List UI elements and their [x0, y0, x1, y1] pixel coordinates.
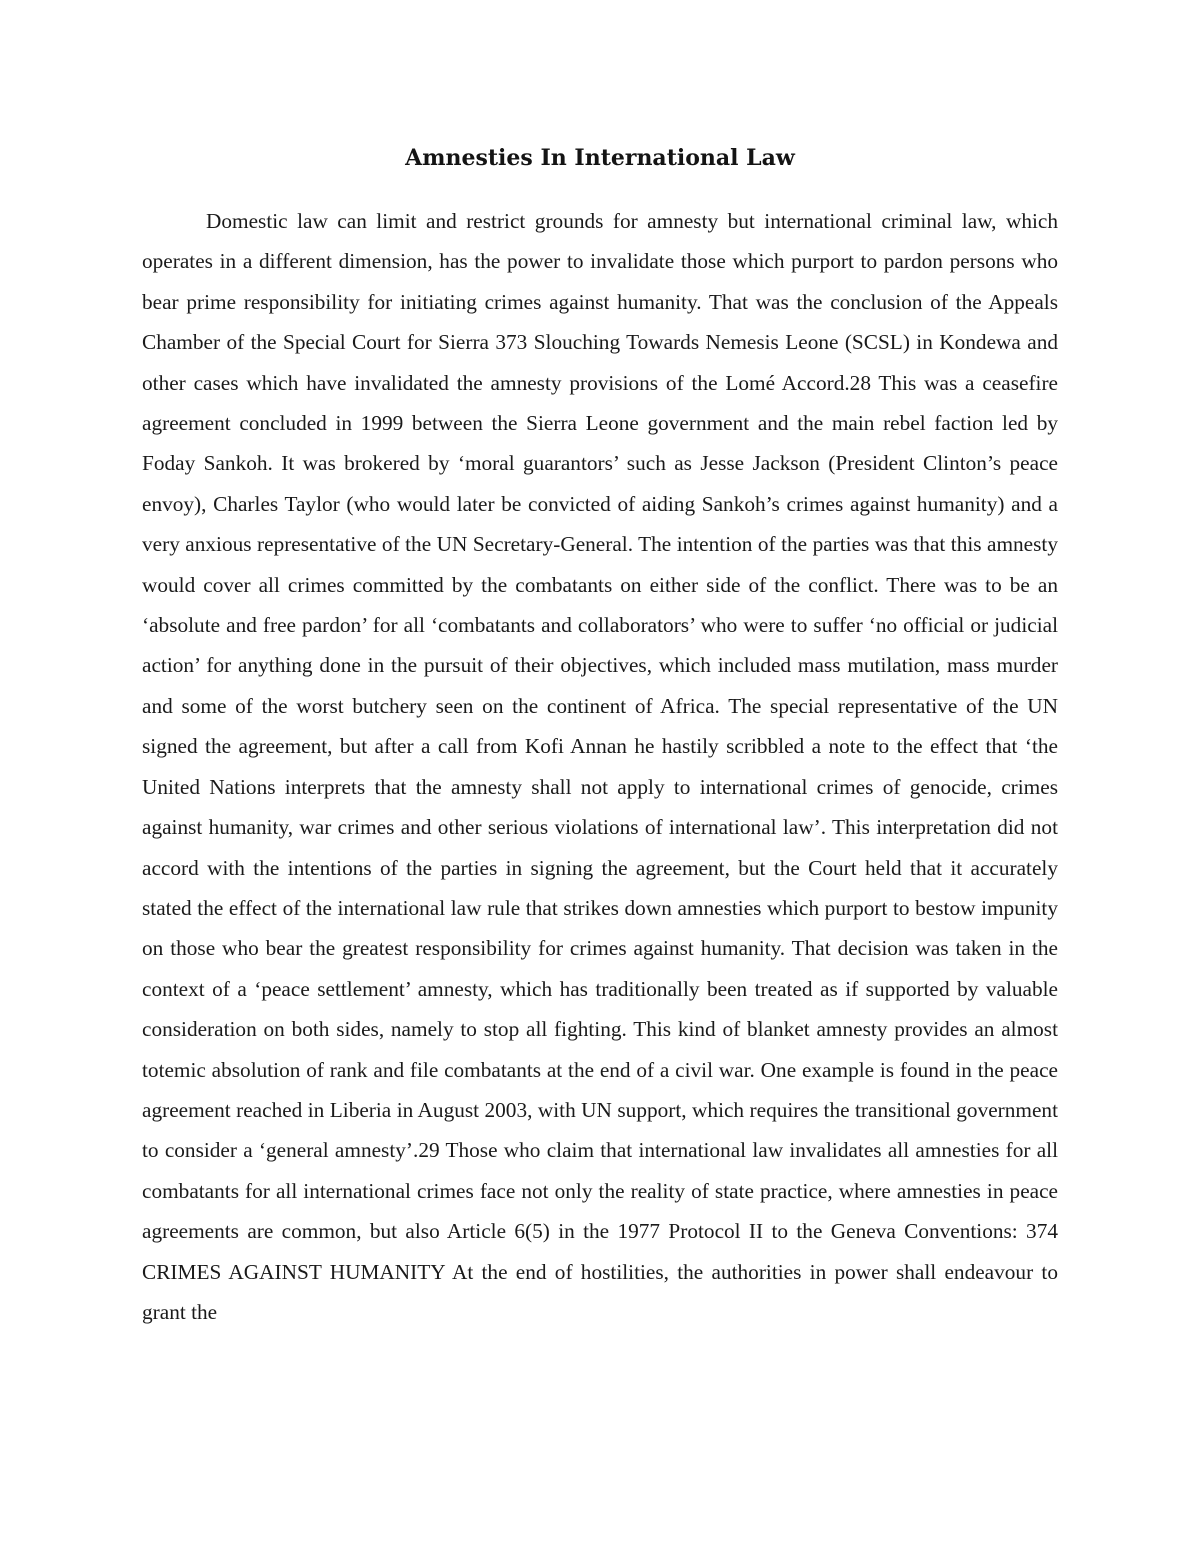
page-title: Amnesties In International Law — [405, 145, 795, 171]
body-paragraph: Domestic law can limit and restrict grounds for amnesty but international criminal law, which operates in a different dimension, has the power to invalidate those which purport to pardon persons who bear prime responsibility for initiating crimes against humanity. That was the conclusion of the Appeals Chamber of the Special Court for Sierra 373 Slouching Towards Nemesis Leone (SCSL) in Kondewa and other cases which have invalidated the amnesty provisions of the Lomé Accord.28 This was a ceasefire agreement concluded in 1999 between the Sierra Leone government and the main rebel faction led by Foday Sankoh. It was brokered by ‘moral guarantors’ such as Jesse Jackson (President Clinton’s peace envoy), Charles Taylor (who would later be convicted of aiding Sankoh’s crimes against humanity) and a very anxious representative of the UN Secretary-General. The intention of the parties was that this amnesty would cover all crimes committed by the combatants on either side of the conflict. There was to be an ‘absolute and free pardon’ for all ‘combatants and collaborators’ who were to suffer ‘no official or judicial action’ for anything done in the pursuit of their objectives, which included mass mutilation, mass murder and some of the worst butchery seen on the continent of Africa. The special representative of the UN signed the agreement, but after a call from Kofi Annan he hastily scribbled a note to the effect that ‘the United Nations interprets that the amnesty shall not apply to international crimes of genocide, crimes against humanity, war crimes and other serious violations of international law’. This interpretation did not accord with the intentions of the parties in signing the agreement, but the Court held that it accurately stated the effect of the international law rule that strikes down amnesties which purport to bestow impunity on those who bear the greatest responsibility for crimes against humanity. That decision was taken in the context of a ‘peace settlement’ amnesty, which has traditionally been treated as if supported by valuable consideration on both sides, namely to stop all fighting. This kind of blanket amnesty provides an almost totemic absolution of rank and file combatants at the end of a civil war. One example is found in the peace agreement reached in Liberia in August 2003, with UN support, which requires the transitional government to consider a ‘general amnesty’.29 Those who claim that international law invalidates all amnesties for all combatants for all international crimes face not only the reality of state practice, where amnesties in peace agreements are common, but also Article 6(5) in the 1977 Protocol II to the Geneva Conventions: 374 CRIMES AGAINST HUMANITY At the end of hostilities, the authorities in power shall endeavour to grant the — [142, 209, 1058, 1324]
